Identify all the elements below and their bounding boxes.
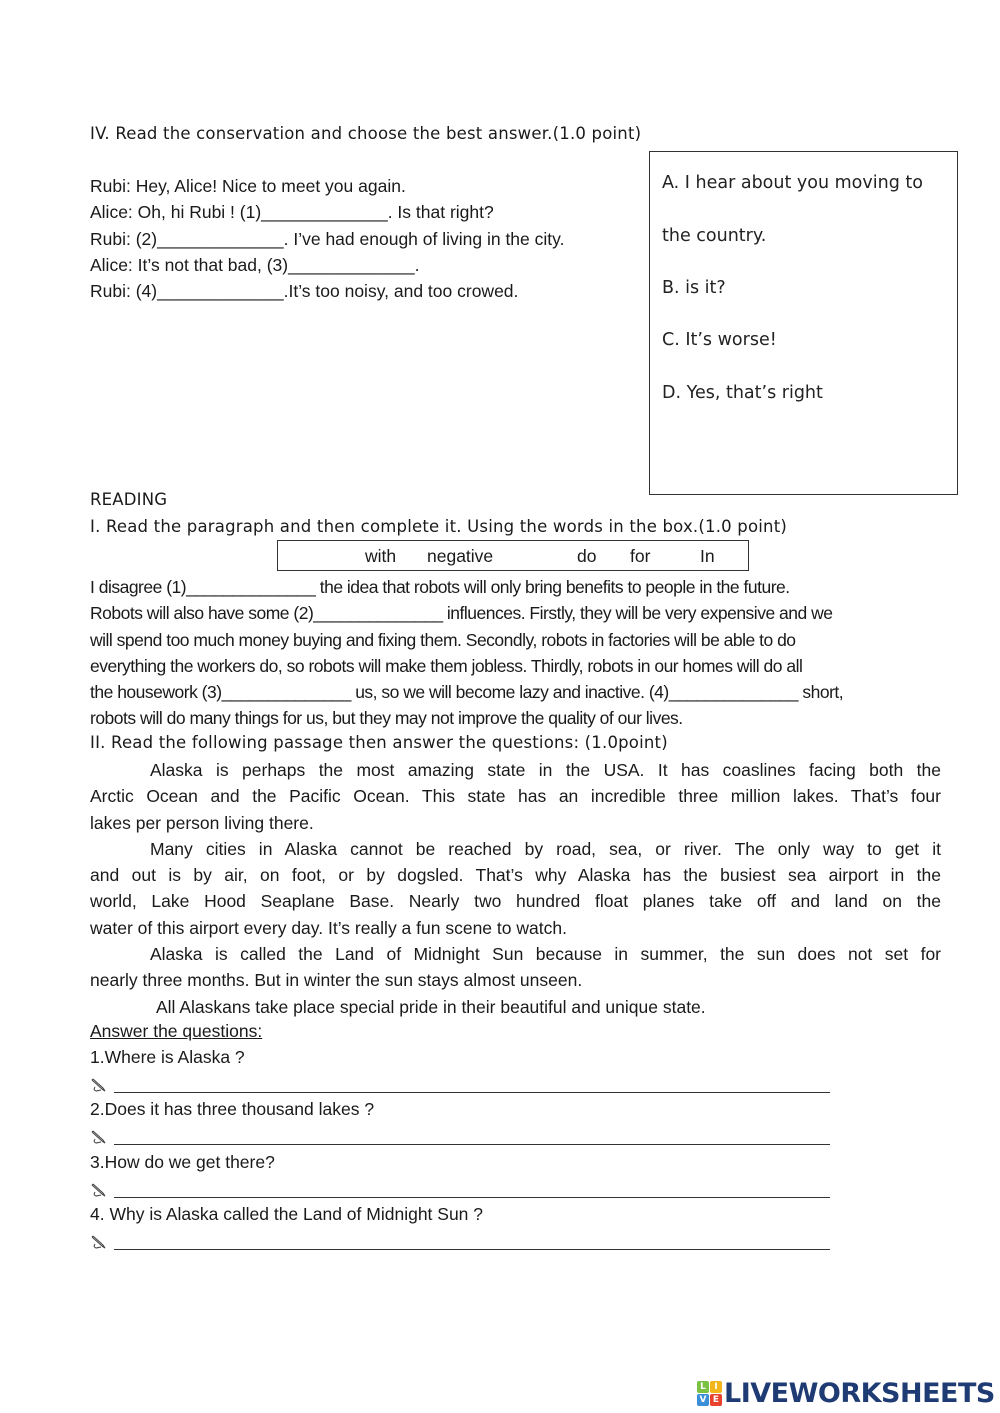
option-b: B. is it? (662, 278, 726, 298)
paragraph-line: I disagree (1)______________ the idea that robots will only bring benefits to people in the future. (90, 577, 790, 597)
passage-line: and out is by air, on foot, or by dogsled. That’s why Alaska has the busiest sea airport in the (90, 865, 941, 886)
alaska-passage (90, 757, 941, 1020)
word-box (277, 540, 749, 571)
question-3: 3.How do we get there? (90, 1152, 275, 1172)
passage-line: All Alaskans take place special pride in their beautiful and unique state. (156, 996, 706, 1017)
passage-line: world, Lake Hood Seaplane Base. Nearly two hundred float planes take off and land on the (90, 891, 941, 912)
question-2: 2.Does it has three thousand lakes ? (90, 1099, 375, 1119)
answer-3-input[interactable] (90, 1182, 830, 1202)
option-a-line1: A. I hear about you moving to (662, 173, 923, 193)
answer-rule (114, 1249, 830, 1250)
pencil-icon (90, 1077, 108, 1093)
pencil-icon (90, 1182, 108, 1198)
word-option: with (365, 546, 397, 566)
logo-tiles-icon (697, 1381, 722, 1406)
part-i-heading: I. Read the paragraph and then complete it. Using the words in the box.(1.0 point) (90, 517, 788, 536)
dialogue-line: Rubi: Hey, Alice! Nice to meet you again. (90, 176, 406, 196)
passage-line: Many cities in Alaska cannot be reached by road, sea, or river. The only way to get it (150, 838, 941, 859)
liveworksheets-logo (697, 1378, 995, 1408)
logo-tile: L (697, 1381, 709, 1393)
option-d: D. Yes, that’s right (662, 383, 823, 403)
option-a-line2: the country. (662, 226, 767, 246)
answer-rule (114, 1197, 830, 1198)
answer-4-input[interactable] (90, 1234, 830, 1254)
answer-2-input[interactable] (90, 1129, 830, 1149)
answer-questions-heading: Answer the questions: (90, 1021, 263, 1041)
paragraph-line: robots will do many things for us, but they may not improve the quality of our lives. (90, 708, 683, 729)
word-option: do (577, 546, 597, 566)
passage-line: Alaska is perhaps the most amazing state in the USA. It has coaslines facing both the (150, 760, 941, 780)
answer-1-input[interactable] (90, 1077, 830, 1097)
part-ii-heading: II. Read the following passage then answer the questions: (1.0point) (90, 733, 668, 752)
robots-paragraph (90, 574, 942, 732)
passage-line: Alaska is called the Land of Midnight Sun because in summer, the sun does not set for (150, 944, 941, 965)
passage-line: nearly three months. But in winter the sun stays almost unseen. (90, 970, 583, 991)
logo-text: LIVEWORKSHEETS (724, 1377, 995, 1409)
logo-tile: E (710, 1394, 722, 1406)
passage-line: water of this airport every day. It’s really a fun scene to watch. (90, 917, 567, 938)
logo-tile: I (710, 1381, 722, 1393)
passage-line: Arctic Ocean and the Pacific Ocean. This state has an incredible three million lakes. That’s four (90, 786, 941, 807)
pencil-icon (90, 1234, 108, 1250)
paragraph-line: Robots will also have some (2)______________ influences. Firstly, they will be very expensive and we (90, 603, 833, 624)
option-c: C. It’s worse! (662, 330, 777, 350)
answer-rule (114, 1144, 830, 1145)
answer-rule (114, 1092, 830, 1093)
paragraph-line: will spend too much money buying and fixing them. Secondly, robots in factories will be able to do (90, 629, 796, 650)
dialogue-line: Rubi: (4)_____________.It’s too noisy, and too crowed. (90, 281, 519, 302)
dialogue (90, 173, 564, 304)
section-iv-heading: IV. Read the conservation and choose the best answer.(1.0 point) (90, 124, 642, 143)
passage-line: lakes per person living there. (90, 812, 314, 833)
dialogue-line: Rubi: (2)_____________. I’ve had enough of living in the city. (90, 228, 565, 249)
reading-title: READING (90, 490, 168, 509)
logo-tile: V (697, 1394, 709, 1406)
word-option: negative (427, 546, 494, 566)
word-option: for (630, 546, 651, 566)
question-4: 4. Why is Alaska called the Land of Midnight Sun ? (90, 1204, 484, 1224)
dialogue-line: Alice: It’s not that bad, (3)_____________. (90, 254, 420, 275)
pencil-icon (90, 1129, 108, 1145)
dialogue-line: Alice: Oh, hi Rubi ! (1)_____________. Is that right? (90, 202, 494, 223)
paragraph-line: everything the workers do, so robots will make them jobless. Thirdly, robots in our homes will do all (90, 655, 803, 676)
question-1: 1.Where is Alaska ? (90, 1047, 245, 1067)
word-option: In (700, 546, 715, 566)
answer-options-box (649, 151, 958, 495)
paragraph-line: the housework (3)______________ us, so we will become lazy and inactive. (4)______________ short, (90, 682, 844, 703)
